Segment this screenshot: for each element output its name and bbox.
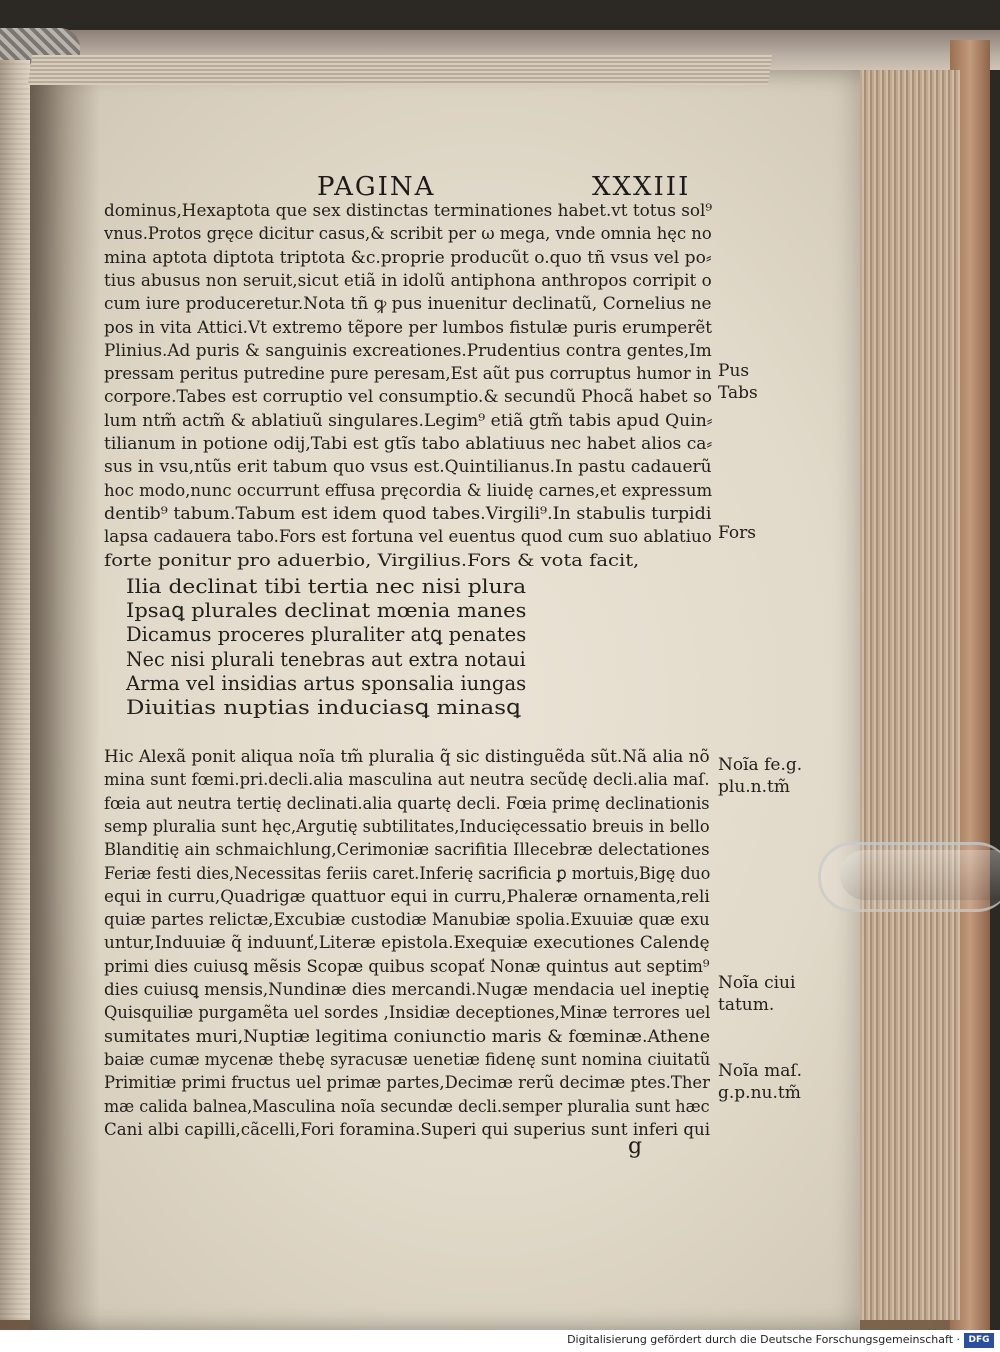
block1-line: sus in vsu,ntũs erit tabum quo vsus est.Quintilianus.In pastu cadauerũ	[104, 457, 712, 478]
block2-line: mæ calida balnea,Masculina noĩa secundæ decli.semper pluralia sunt hæc	[104, 1096, 710, 1117]
marginal-pus: Pus	[718, 361, 750, 381]
block2-line: Cani albi capilli,cãcelli,Fori foramina.Superi qui superius sunt inferi qui	[104, 1119, 711, 1140]
block1-line: pressam peritus putredine pure peresam,Est aũt pus corruptus humor in	[104, 364, 712, 385]
dfg-logo: DFG	[964, 1333, 994, 1348]
block2-line: Feriæ festi dies,Necessitas feriis caret.Inferię sacrificia ꝑ mortuis,Bigę duo	[104, 863, 711, 884]
footer-bar	[0, 1330, 1000, 1352]
block1-line: vnus.Protos gręce dicitur casus,& scribit per ω mega, vnde omnia hęc no	[104, 224, 712, 245]
block2-line: quiæ partes relictæ,Excubiæ custodiæ Manubiæ spolia.Exuuiæ quæ exu	[104, 910, 710, 931]
marginal-noia-ciui-line2: tatum.	[718, 995, 775, 1015]
marginal-noia-ciui-line1: Noĩa ciui	[718, 973, 796, 993]
funding-credit: Digitalisierung gefördert durch die Deutsche Forschungsgemeinschaft ·	[567, 1333, 960, 1346]
marginal-note-noia-mas	[718, 1060, 818, 1104]
marginal-note-fors	[718, 522, 818, 544]
gutter-shadow	[30, 70, 100, 1330]
block2-line: sumitates muri,Nuptiæ legitima coniunctio maris & fœminæ.Athene	[104, 1026, 711, 1047]
left-page-leaves	[0, 60, 30, 1320]
block2-line: Quisquiliæ purgamẽta uel sordes ,Insidiæ deceptiones,Minæ terrores uel	[104, 1003, 711, 1024]
folio-number: XXXIII	[592, 172, 691, 202]
verse-line: Ipsaꝗ plurales declinat mœnia manes	[126, 598, 527, 623]
block2-line: Primitiæ primi fructus uel primæ partes,Decimæ rerũ decimæ ptes.Ther	[104, 1073, 710, 1094]
verse-line: Diuitias nuptias induciasꝗ minasꝗ	[126, 695, 521, 719]
marginal-noia-mas-line2: g.p.nu.tm̃	[718, 1083, 801, 1103]
block1-line: Plinius.Ad puris & sanguinis excreationes.Prudentius contra gentes,Im	[104, 340, 712, 361]
block1-line: tilianum in potione odij,Tabi est gtĩs tabo ablatiuus nec habet alios ca⸗	[104, 434, 713, 454]
block2-line: baiæ cumæ mycenæ thebę syracusæ uenetiæ fidenę sunt nomina ciuitatũ	[104, 1049, 711, 1070]
verse-line: Ilia declinat tibi tertia nec nisi plura	[126, 574, 527, 598]
block2-line: Blanditię ain schmaichlung,Cerimoniæ sacrifitia Illecebræ delectationes	[104, 840, 710, 861]
block1-line: hoc modo,nunc occurrunt effusa pręcordia & liuidę carnes,et expressum	[104, 480, 713, 501]
marginal-note-pus	[718, 360, 818, 404]
block2-line: equi in curru,Quadrigæ quattuor equi in curru,Phaleræ ornamenta,reli	[104, 886, 710, 907]
block2-line: primi dies cuiusꝗ mẽsis Scopæ quibus scopať Nonæ quintus aut septim⁹	[104, 956, 710, 977]
signature-mark: g	[628, 1134, 643, 1159]
block1-line: mina aptota diptota triptota &c.proprie producũt o.quo tñ vsus vel po⸗	[104, 247, 712, 268]
block1-line: tius abusus non seruit,sicut etiã in idolũ antiphona anthropos corripit o	[104, 270, 712, 291]
verse-line: Dicamus proceres pluraliter atꝗ penates	[126, 622, 527, 647]
block1-line: lapsa cadauera tabo.Fors est fortuna vel euentus quod cum suo ablatiuo	[104, 527, 712, 548]
block2-line: Hic Alexã ponit aliqua noĩa tm̃ pluralia q̃ sic distinguẽda sũt.Nã alia nõ	[104, 747, 710, 767]
block2-line: fœia aut neutra tertię declinati.alia quartę decli. Fœia primę declinationis	[104, 793, 710, 814]
running-head-word: PAGINA	[317, 172, 436, 202]
marginal-noia-fe-line2: plu.n.tm̃	[718, 777, 790, 797]
block1-line: dentib⁹ tabum.Tabum est idem quod tabes.Virgili⁹.In stabulis turpidi	[104, 503, 712, 524]
block2-line: dies cuiusꝗ mensis,Nundinæ dies mercandi.Nugæ mendacia uel ineptię	[104, 980, 710, 1000]
block2-line: mina sunt fœmi.pri.decli.alia masculina aut neutra secũdę decli.alia maſ.	[104, 770, 710, 791]
page-clip	[818, 842, 1000, 912]
block1-line: corpore.Tabes est corruptio vel consumptio.& secundũ Phocã habet so	[104, 387, 712, 408]
marginal-noia-fe-line1: Noĩa fe.g.	[718, 755, 803, 775]
block1-line: lum ntm̃ actm̃ & ablatiuũ singulares.Legim⁹ etiã gtm̃ tabis apud Quin⸗	[104, 410, 713, 431]
block1-line: forte ponitur pro aduerbio, Virgilius.Fors & vota facit,	[104, 550, 640, 571]
marginal-note-noia-ciui	[718, 972, 818, 1016]
block2-line: semp pluralia sunt hęc,Argutię subtilitates,Inducięcessatio breuis in bello	[104, 816, 710, 837]
verse-line: Nec nisi plurali tenebras aut extra notaui	[126, 646, 526, 671]
block1-line: pos in vita Attici.Vt extremo tẽpore per lumbos fistulæ puris erumperẽt	[104, 317, 713, 338]
verse-line: Arma vel insidias artus sponsalia iungas	[126, 670, 527, 695]
marginal-note-noia-fe	[718, 754, 818, 798]
marginal-fors: Fors	[718, 523, 756, 543]
block2-line: untur,Induuiæ q̃ induunť,Literæ epistola.Exequiæ executiones Calendę	[104, 933, 710, 954]
marginal-noia-mas-line1: Noĩa maſ.	[718, 1061, 803, 1081]
page-stack-edges	[850, 70, 960, 1320]
block1-line: cum iure produceretur.Nota tñ ꝙ pus inuenitur declinatũ, Cornelius ne	[104, 294, 712, 315]
top-page-edges	[28, 55, 772, 85]
block1-line: dominus,Hexaptota que sex distinctas terminationes habet.vt totus sol⁹	[104, 201, 713, 221]
marginal-tabs: Tabs	[718, 383, 758, 403]
